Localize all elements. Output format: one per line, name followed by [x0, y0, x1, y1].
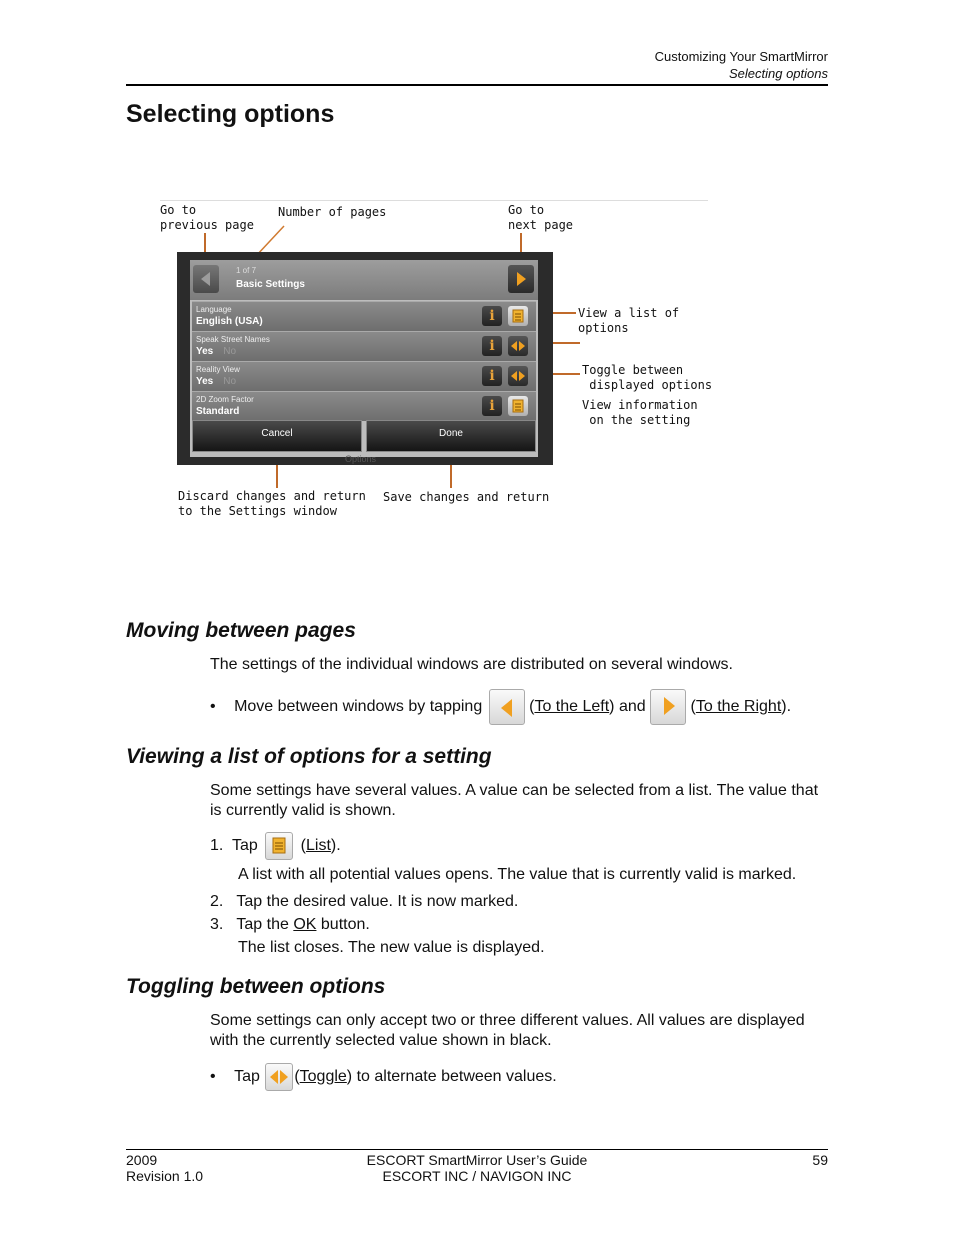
setting-row[interactable] — [192, 391, 536, 421]
annotation-previous-page: Go to previous page — [160, 203, 254, 232]
moving-paragraph: The settings of the individual windows are distributed on several windows. — [210, 656, 733, 673]
page-title: Selecting options — [126, 100, 335, 128]
setting-label: Language — [196, 305, 232, 314]
setting-value: Yes No — [196, 376, 237, 387]
info-button[interactable] — [482, 396, 502, 416]
arrow-left-icon — [490, 690, 524, 724]
to-the-right-link[interactable]: To the Right — [695, 698, 782, 715]
viewing-paragraph: Some settings have several values. A value can be selected from a list. The value that is currently valid is shown. — [210, 782, 819, 819]
viewing-step-1: 1. Tap (List). — [210, 832, 830, 860]
heading-viewing-list: Viewing a list of options for a setting — [126, 745, 492, 768]
footer-rule — [126, 1149, 828, 1150]
annotation-next-page: Go to next page — [508, 203, 574, 232]
setting-value: Yes No — [196, 346, 237, 357]
info-icon: i — [489, 398, 495, 414]
toggling-paragraph: Some settings can only accept two or three different values. All values are displayed with the currently selected value shown in black. — [210, 1012, 805, 1049]
previous-page-button[interactable] — [193, 265, 219, 293]
page-number: 59 — [812, 1152, 828, 1168]
toggle-button[interactable] — [508, 366, 528, 386]
to-the-left-button[interactable] — [489, 689, 525, 725]
moving-bullet: • Move between windows by tapping (To the Left) and (To the Right). — [210, 688, 830, 728]
device-frame — [177, 252, 553, 465]
setting-row[interactable] — [192, 301, 536, 331]
footer-guide: ESCORT SmartMirror User’s Guide — [366, 1152, 588, 1168]
footer-left — [126, 1152, 203, 1184]
viewing-step-3-result: The list closes. The new value is displayed. — [238, 939, 545, 956]
info-icon: i — [489, 308, 495, 324]
toggle-button[interactable] — [265, 1063, 293, 1091]
screen-title: Basic Settings — [236, 279, 305, 290]
annotation-save: Save changes and return — [383, 490, 550, 504]
next-page-button[interactable] — [508, 265, 534, 293]
header-rule — [126, 84, 828, 86]
footer-revision: Revision 1.0 — [126, 1168, 204, 1184]
info-button[interactable] — [482, 336, 502, 356]
header-section: Selecting options — [728, 66, 828, 81]
viewing-step-3: 3. Tap the OK button. — [210, 916, 370, 933]
to-the-left-link[interactable]: To the Left — [534, 698, 610, 715]
running-header — [655, 48, 828, 82]
settings-topbar — [190, 260, 538, 300]
setting-value: Standard — [196, 406, 240, 417]
behind-bar-label: Options — [345, 454, 377, 464]
heading-moving-between-pages: Moving between pages — [126, 619, 356, 642]
settings-figure — [160, 200, 713, 520]
page-count: 1 of 7 — [236, 266, 257, 275]
setting-row[interactable] — [192, 331, 536, 361]
setting-value: English (USA) — [196, 316, 263, 327]
annotation-view-list: View a list of options — [578, 306, 680, 335]
annotation-number-of-pages: Number of pages — [278, 205, 387, 219]
info-button[interactable] — [482, 366, 502, 386]
list-button[interactable] — [508, 306, 528, 326]
annotation-toggle: Toggle between displayed options — [582, 363, 713, 392]
arrow-left-icon — [193, 265, 219, 293]
heading-toggling: Toggling between options — [126, 975, 386, 998]
footer-center — [327, 1152, 627, 1184]
list-button[interactable] — [508, 396, 528, 416]
info-icon: i — [489, 368, 495, 384]
toggle-link[interactable]: Toggle — [299, 1068, 347, 1085]
to-the-right-button[interactable] — [650, 689, 686, 725]
viewing-step-2: 2. Tap the desired value. It is now marked. — [210, 893, 519, 910]
list-button[interactable] — [265, 832, 293, 860]
list-link[interactable]: List — [305, 837, 331, 855]
info-icon: i — [489, 338, 495, 354]
cancel-button[interactable]: Cancel — [192, 420, 362, 452]
settings-screen — [190, 260, 538, 457]
list-icon — [266, 833, 292, 859]
footer-year: 2009 — [126, 1152, 158, 1168]
done-button[interactable]: Done — [366, 420, 536, 452]
arrow-right-icon — [508, 265, 534, 293]
arrow-right-icon — [651, 690, 685, 724]
toggle-button[interactable] — [508, 336, 528, 356]
toggle-icon — [266, 1064, 292, 1090]
annotation-cancel: Discard changes and return to the Settings window — [178, 489, 366, 518]
ok-link[interactable]: OK — [293, 916, 317, 933]
setting-label: Speak Street Names — [196, 335, 270, 344]
toggle-icon — [508, 336, 528, 356]
header-chapter: Customizing Your SmartMirror — [654, 49, 828, 64]
info-button[interactable] — [482, 306, 502, 326]
setting-label: Reality View — [196, 365, 240, 374]
setting-label: 2D Zoom Factor — [196, 395, 254, 404]
toggle-icon — [508, 366, 528, 386]
toggling-bullet: • Tap (Toggle) to alternate between values. — [210, 1062, 830, 1092]
list-icon — [508, 396, 528, 416]
footer-company: ESCORT INC / NAVIGON INC — [382, 1168, 572, 1184]
list-icon — [508, 306, 528, 326]
annotation-info: View information on the setting — [582, 398, 698, 427]
viewing-step-1-result: A list with all potential values opens. The value that is currently valid is marked. — [238, 866, 797, 883]
setting-row[interactable] — [192, 361, 536, 391]
